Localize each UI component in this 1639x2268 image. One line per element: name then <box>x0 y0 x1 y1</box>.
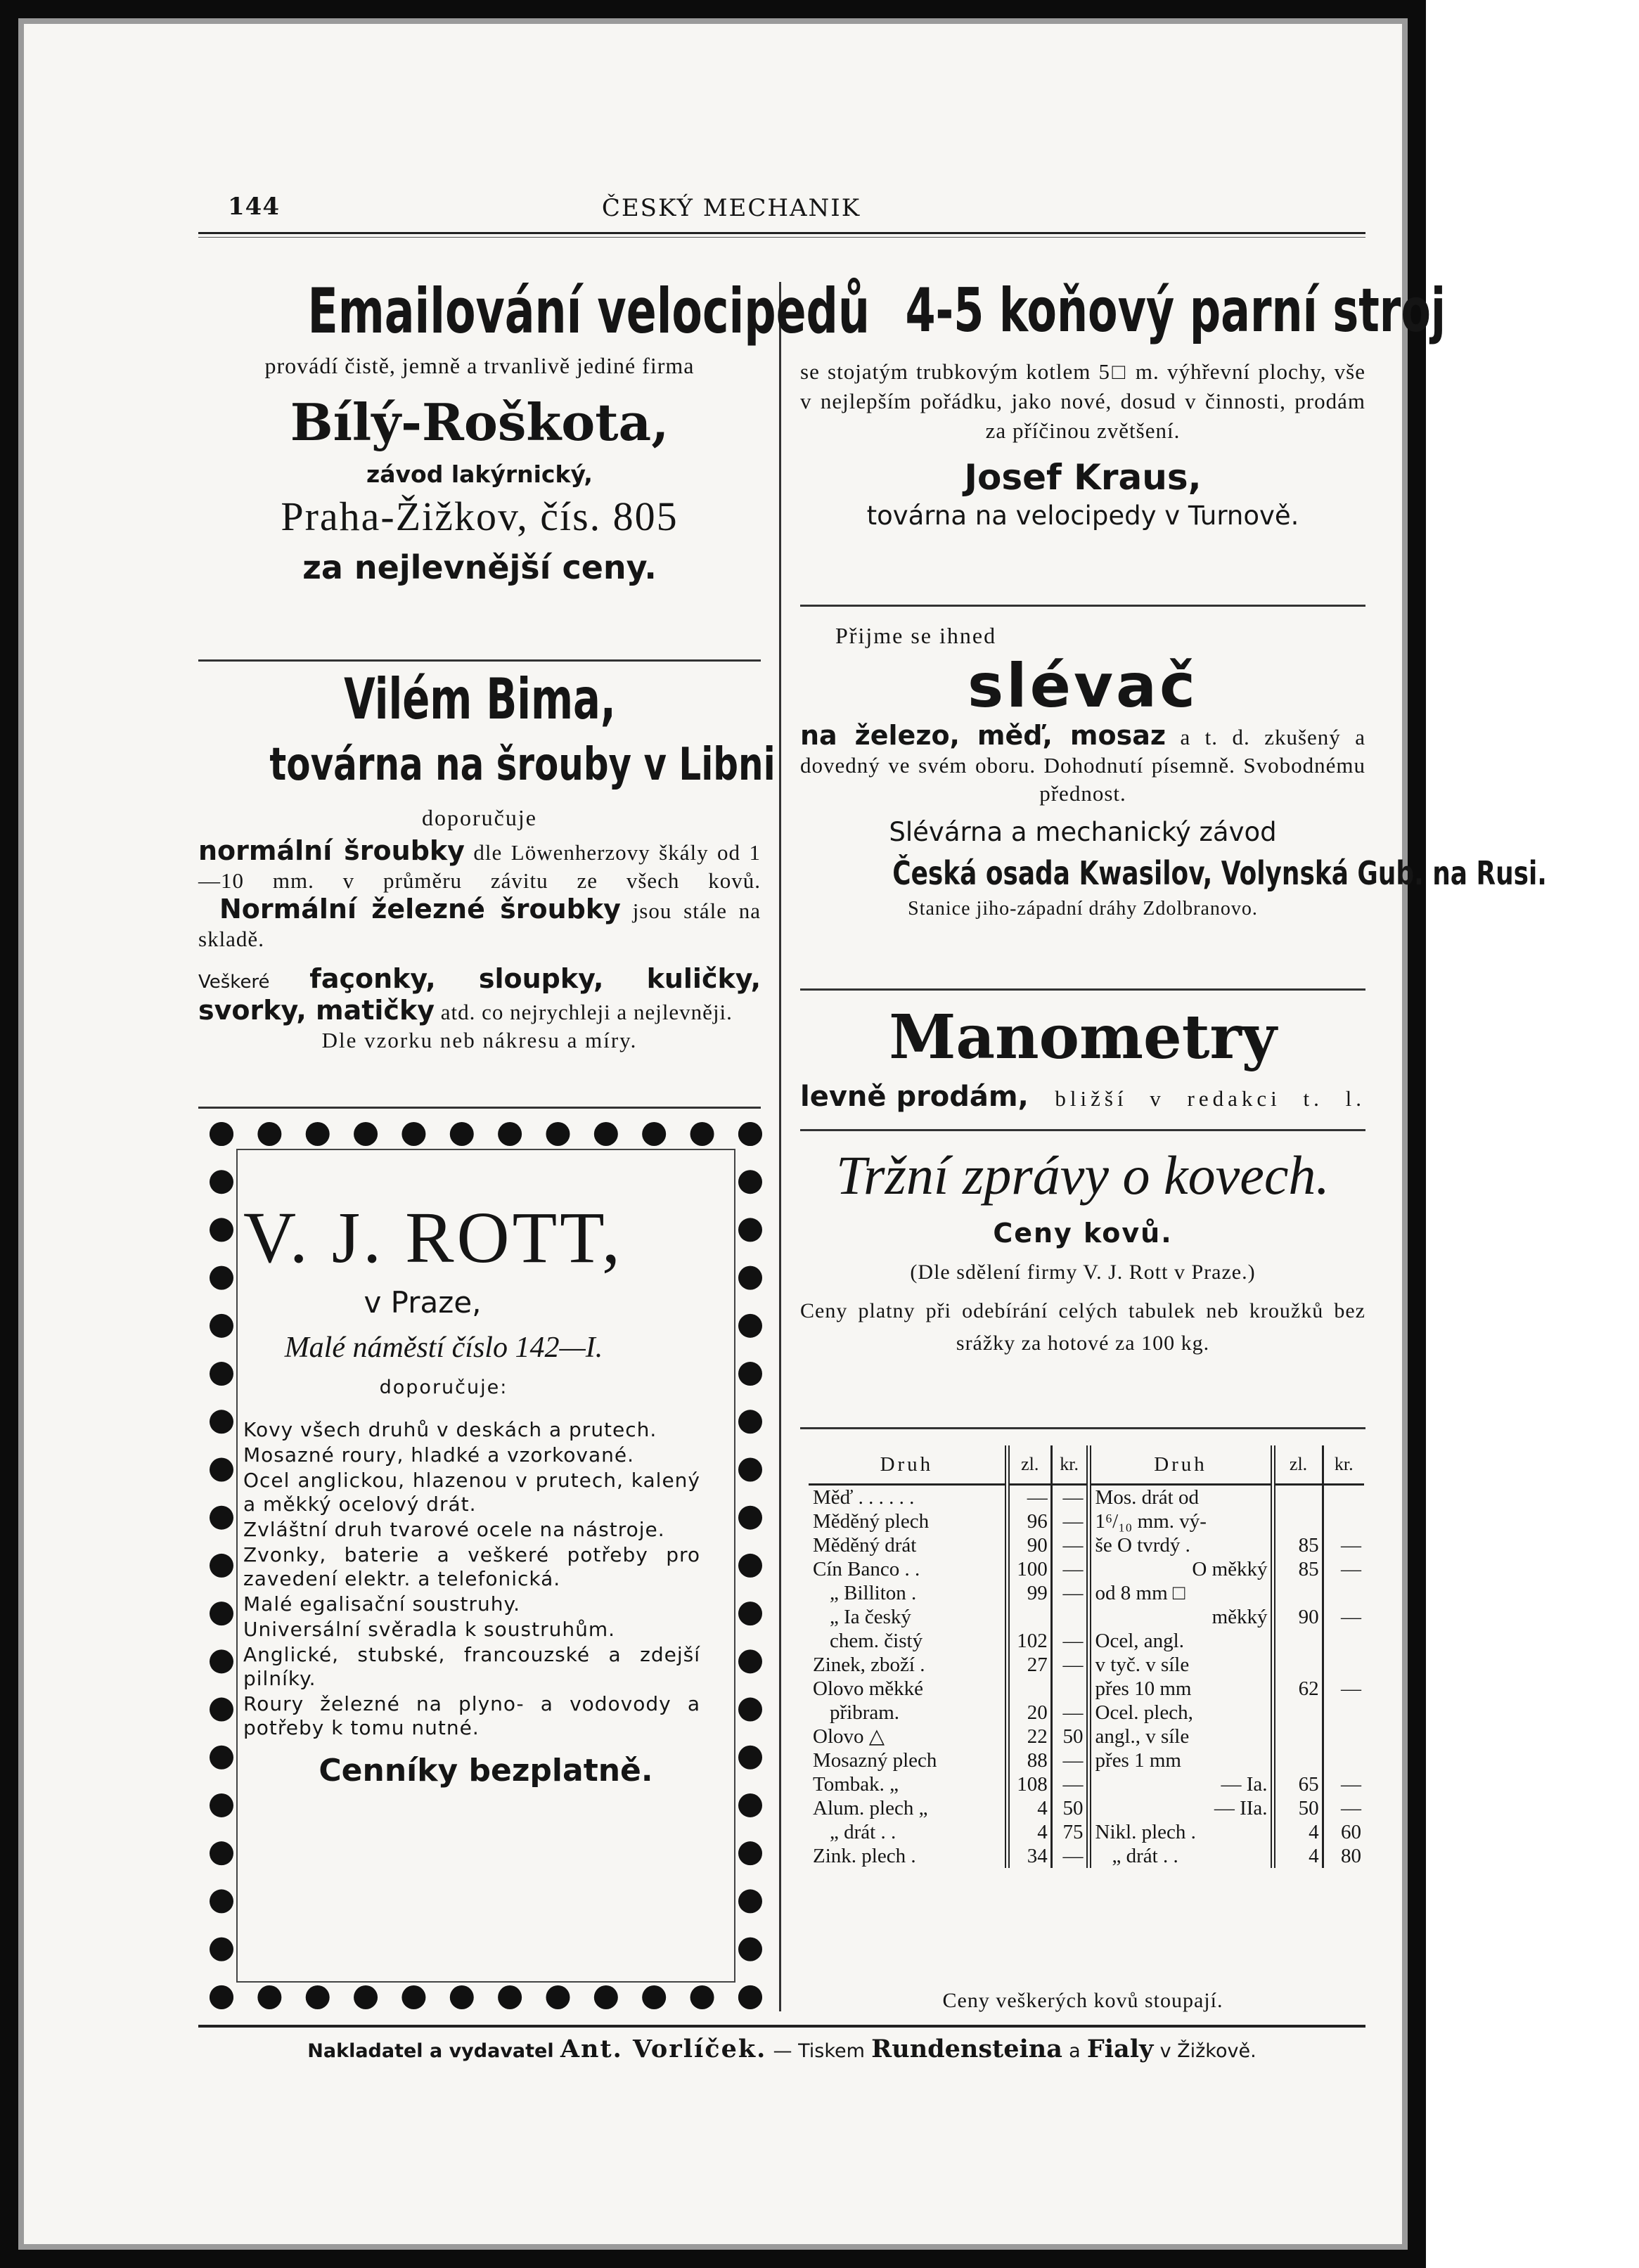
imprint-rule <box>198 2025 1365 2028</box>
slevac-text <box>800 721 1365 808</box>
imprint-p2: — Tiskem <box>773 2040 865 2062</box>
cell-zl-2 <box>1273 1725 1323 1748</box>
cell-zl-2: 65 <box>1273 1772 1323 1796</box>
slevac-text-bold: na železo, měď, mosaz <box>800 720 1166 751</box>
table-row <box>809 1701 1364 1725</box>
cell-druh-2: O měkký <box>1088 1557 1273 1581</box>
emailovani-title: Emailování velocipedů <box>307 275 870 347</box>
cell-kr-1: 50 <box>1051 1725 1088 1748</box>
rule-trzni <box>800 1427 1365 1429</box>
rott-ad <box>243 1196 728 1792</box>
rott-item: Mosazné roury, hladké a vzorkované. <box>243 1443 634 1467</box>
imprint-p3: a <box>1069 2040 1081 2062</box>
imprint-p4: v Žižkově. <box>1159 2040 1256 2062</box>
stroj-ad <box>800 276 1446 533</box>
slevac-text-rest: a t. d. zkušený a dovedný ve svém oboru. Dohodnutí písemně. Svobodnému přednost. <box>800 725 1366 806</box>
trzni-subtitle: Ceny kovů. <box>993 1218 1173 1249</box>
col-header-zl-1: zl. <box>1007 1445 1051 1485</box>
table-row <box>809 1725 1364 1748</box>
cell-zl-1: 20 <box>1007 1701 1051 1725</box>
cell-kr-2 <box>1323 1701 1364 1725</box>
col-header-kr-1: kr. <box>1051 1445 1088 1485</box>
rott-item: Roury železné na plyno- a vodovody a potřeby k tomu nutné. <box>243 1692 700 1739</box>
manometry-ad <box>800 997 1365 1117</box>
table-row <box>809 1748 1364 1772</box>
cell-kr-1: — <box>1051 1629 1088 1653</box>
table-row <box>809 1772 1364 1796</box>
cell-kr-2: — <box>1323 1677 1364 1701</box>
cell-zl-1: 34 <box>1007 1844 1051 1868</box>
col-header-druh-1: Druh <box>809 1445 1007 1485</box>
cell-kr-2 <box>1323 1653 1364 1677</box>
cell-zl-1: 96 <box>1007 1509 1051 1533</box>
running-title: ČESKÝ MECHANIK <box>601 194 861 222</box>
cell-kr-1: — <box>1051 1581 1088 1605</box>
slevac-firm1: Slévárna a mechanický závod <box>889 817 1277 847</box>
emailovani-type: závod lakýrnický, <box>366 460 593 488</box>
cell-kr-2 <box>1323 1748 1364 1772</box>
rule-stroj <box>800 605 1365 607</box>
table-row <box>809 1629 1364 1653</box>
table-row <box>809 1605 1364 1629</box>
cell-zl-1: 102 <box>1007 1629 1051 1653</box>
rott-item: Ocel anglickou, hlazenou v prutech, kalený a měkký ocelový drát. <box>243 1469 700 1516</box>
cell-druh-2: měkký <box>1088 1605 1273 1629</box>
rott-item: Universální svěradla k soustruhům. <box>243 1618 616 1641</box>
table-row <box>809 1509 1364 1533</box>
rule-slevac <box>800 988 1365 991</box>
cell-kr-2 <box>1323 1509 1364 1533</box>
bima-factory: továrna na šrouby v Libni <box>269 739 776 791</box>
cell-kr-1: — <box>1051 1772 1088 1796</box>
trzni-footer: Ceny veškerých kovů stoupají. <box>942 1989 1223 2012</box>
emailovani-firm: Bílý-Roškota, <box>290 392 669 452</box>
cell-kr-2: — <box>1323 1557 1364 1581</box>
cell-zl-2 <box>1273 1748 1323 1772</box>
cell-zl-2 <box>1273 1485 1323 1510</box>
cell-kr-1: — <box>1051 1509 1088 1533</box>
cell-zl-1: — <box>1007 1485 1051 1510</box>
table-row <box>809 1796 1364 1820</box>
cell-druh-2: 1⁶/₁₀ mm. vý- <box>1088 1509 1273 1533</box>
cell-zl-2 <box>1273 1509 1323 1533</box>
table-row <box>809 1533 1364 1557</box>
cell-zl-1: 99 <box>1007 1581 1051 1605</box>
price-table <box>809 1445 1364 1868</box>
cell-kr-1 <box>1051 1677 1088 1701</box>
imprint-b3: Fialy <box>1086 2035 1154 2063</box>
slevac-title: slévač <box>967 651 1199 721</box>
header-rule <box>198 232 1365 234</box>
bima-p3-bold: façonky, sloupky, kuličky, svorky, matičky <box>198 963 761 1026</box>
cell-kr-1: — <box>1051 1844 1088 1868</box>
cell-kr-1 <box>1051 1605 1088 1629</box>
cell-kr-2: 60 <box>1323 1820 1364 1844</box>
cell-kr-1: — <box>1051 1485 1088 1510</box>
imprint-b1: Ant. Vorlíček. <box>560 2035 767 2063</box>
cell-kr-1: — <box>1051 1557 1088 1581</box>
cell-druh-1: Alum. plech „ <box>813 1797 928 1819</box>
cell-kr-2: — <box>1323 1533 1364 1557</box>
cell-druh-2: Ocel. plech, <box>1088 1701 1273 1725</box>
cell-druh-1: Cín Banco . . <box>813 1558 920 1580</box>
emailovani-address: Praha-Žižkov, čís. 805 <box>281 494 679 539</box>
emailovani-ad <box>198 275 870 592</box>
cell-zl-1 <box>1007 1677 1051 1701</box>
rule-emailovani <box>198 659 761 662</box>
col-header-kr-2: kr. <box>1323 1445 1364 1485</box>
cell-druh-2: še O tvrdý . <box>1088 1533 1273 1557</box>
cell-druh-1: přibram. <box>830 1701 900 1724</box>
table-row <box>809 1653 1364 1677</box>
page-number: 144 <box>228 193 280 221</box>
cell-kr-2 <box>1323 1725 1364 1748</box>
emailovani-subtitle: provádí čistě, jemně a trvanlivě jediné firma <box>264 353 695 378</box>
cell-kr-1: — <box>1051 1748 1088 1772</box>
cell-druh-2: od 8 mm □ <box>1088 1581 1273 1605</box>
cell-druh-1: „ drát . . <box>830 1821 896 1843</box>
table-row <box>809 1485 1364 1510</box>
cell-kr-1: — <box>1051 1653 1088 1677</box>
manometry-text-rest: bližší v redakci t. l. <box>1055 1086 1365 1111</box>
cell-druh-2: Ocel, angl. <box>1088 1629 1273 1653</box>
rott-item: Malé egalisační soustruhy. <box>243 1592 521 1616</box>
bima-ad <box>198 664 776 1055</box>
cell-kr-2: 80 <box>1323 1844 1364 1868</box>
cell-druh-1: Měděný plech <box>813 1510 930 1533</box>
price-table-body <box>809 1485 1364 1869</box>
trzni-title: Tržní zprávy o kovech. <box>836 1145 1330 1206</box>
cell-zl-1: 22 <box>1007 1725 1051 1748</box>
col-header-zl-2: zl. <box>1273 1445 1323 1485</box>
rule-bima <box>198 1107 761 1109</box>
cell-kr-2: — <box>1323 1796 1364 1820</box>
cell-zl-1: 90 <box>1007 1533 1051 1557</box>
cell-druh-1: Olovo měkké <box>813 1677 924 1700</box>
bima-p4: Dle vzorku neb nákresu a míry. <box>321 1028 638 1052</box>
cell-zl-2 <box>1273 1653 1323 1677</box>
rott-item: Zvláštní druh tvarové ocele na nástroje. <box>243 1518 665 1541</box>
cell-druh-1: Mosazný plech <box>813 1749 937 1772</box>
slevac-intro: Přijme se ihned <box>835 623 997 648</box>
rott-address: Malé náměstí číslo 142—I. <box>284 1332 603 1364</box>
cell-kr-1: 75 <box>1051 1820 1088 1844</box>
rott-name: V. J. ROTT, <box>243 1197 623 1278</box>
bima-p2-rest: jsou stále na skladě. <box>198 898 761 951</box>
cell-kr-1: — <box>1051 1701 1088 1725</box>
cell-zl-1: 4 <box>1007 1820 1051 1844</box>
manometry-title: Manometry <box>889 1002 1277 1073</box>
manometry-text-bold: levně prodám, <box>800 1081 1029 1113</box>
bima-recommends: doporučuje <box>422 805 537 830</box>
cell-druh-1: Olovo △ <box>813 1725 885 1748</box>
cell-druh-1: Zink. plech . <box>813 1845 916 1867</box>
rott-city: v Praze, <box>364 1285 482 1320</box>
stroj-title: 4-5 koňový parní stroj <box>905 276 1446 346</box>
cell-zl-2: 62 <box>1273 1677 1323 1701</box>
cell-druh-2: angl., v síle <box>1088 1725 1273 1748</box>
cell-zl-2: 90 <box>1273 1605 1323 1629</box>
bima-p2-bold: Normální železné šroubky <box>219 894 621 924</box>
imprint <box>198 2033 1365 2068</box>
imprint-p1: Nakladatel a vydavatel <box>307 2040 554 2062</box>
cell-zl-2: 85 <box>1273 1557 1323 1581</box>
stroj-factory: továrna na velocipedy v Turnově. <box>866 501 1299 531</box>
rott-items-list <box>243 1418 728 1740</box>
slevac-ad <box>800 620 1547 924</box>
cell-druh-2: v tyč. v síle <box>1088 1653 1273 1677</box>
cell-zl-1: 4 <box>1007 1796 1051 1820</box>
price-table-header <box>809 1445 1364 1485</box>
cell-zl-1: 108 <box>1007 1772 1051 1796</box>
table-row <box>809 1557 1364 1581</box>
cell-kr-2: — <box>1323 1772 1364 1796</box>
trzni-source: (Dle sdělení firmy V. J. Rott v Praze.) <box>910 1261 1256 1284</box>
cell-zl-1: 88 <box>1007 1748 1051 1772</box>
cell-druh-2: přes 1 mm <box>1088 1748 1273 1772</box>
cell-zl-2 <box>1273 1629 1323 1653</box>
cell-druh-2: Mos. drát od <box>1088 1485 1273 1510</box>
cell-zl-2 <box>1273 1701 1323 1725</box>
cell-druh-1: „ Ia český <box>830 1606 911 1628</box>
cell-druh-1: chem. čistý <box>830 1630 923 1652</box>
slevac-firm2: Česká osada Kwasilov, Volynská Gub. na Rusi. <box>892 854 1547 892</box>
stroj-name: Josef Kraus, <box>964 457 1202 498</box>
table-row <box>809 1820 1364 1844</box>
cell-druh-2: Nikl. plech . <box>1088 1820 1273 1844</box>
col-header-druh-2: Druh <box>1088 1445 1273 1485</box>
cell-druh-2: — IIa. <box>1088 1796 1273 1820</box>
bima-name: Vilém Bima, <box>343 666 616 732</box>
cell-druh-1: Měděný drát <box>813 1534 917 1557</box>
imprint-b2: Rundensteina <box>871 2035 1062 2063</box>
cell-druh-2: „ drát . . <box>1088 1844 1273 1868</box>
cell-druh-2: — Ia. <box>1088 1772 1273 1796</box>
cell-kr-2 <box>1323 1581 1364 1605</box>
cell-zl-2: 85 <box>1273 1533 1323 1557</box>
bima-p3-lead: Veškeré <box>198 972 270 993</box>
emailovani-price: za nejlevnější ceny. <box>302 548 657 586</box>
cell-zl-2: 4 <box>1273 1820 1323 1844</box>
table-row <box>809 1677 1364 1701</box>
table-row <box>809 1844 1364 1868</box>
trzni-section <box>800 1140 1365 1360</box>
cell-zl-2: 50 <box>1273 1796 1323 1820</box>
column-divider <box>779 282 781 2011</box>
manometry-text <box>800 1078 1365 1117</box>
rott-footer: Cenníky bezplatně. <box>319 1753 653 1789</box>
bima-paragraph-3 <box>198 965 761 1026</box>
header-rule-thin <box>198 237 1365 238</box>
cell-kr-2 <box>1323 1485 1364 1510</box>
bima-p1-rest: dle Löwenherzovy škály od 1—10 mm. v průměru závitu ze všech kovů. <box>198 840 761 893</box>
cell-zl-1: 27 <box>1007 1653 1051 1677</box>
rott-item: Anglické, stubské, francouzské a zdejší pilníky. <box>243 1643 700 1690</box>
bima-paragraph-1 <box>198 837 761 953</box>
cell-druh-2: přes 10 mm <box>1088 1677 1273 1701</box>
cell-zl-2: 4 <box>1273 1844 1323 1868</box>
slevac-station: Stanice jiho-západní dráhy Zdolbranovo. <box>908 898 1258 920</box>
cell-zl-2 <box>1273 1581 1323 1605</box>
cell-zl-1: 100 <box>1007 1557 1051 1581</box>
cell-kr-2: — <box>1323 1605 1364 1629</box>
cell-druh-1: Zinek, zboží . <box>813 1654 925 1676</box>
cell-kr-2 <box>1323 1629 1364 1653</box>
cell-druh-1: Tombak. „ <box>813 1773 899 1796</box>
bima-p3-rest: atd. co nejrychleji a nejlevněji. <box>440 1000 733 1024</box>
cell-zl-1 <box>1007 1605 1051 1629</box>
rott-recommends: doporučuje: <box>379 1377 508 1398</box>
rott-item: Kovy všech druhů v deskách a prutech. <box>243 1418 657 1441</box>
stroj-text: se stojatým trubkovým kotlem 5□ m. výhřevní plochy, vše v nejlepším pořádku, jako nové, dosud v činnosti, prodám za příčinou zvětšení. <box>800 359 1365 443</box>
cell-druh-1: „ Billiton . <box>830 1582 917 1604</box>
bima-p1-bold: normální šroubky <box>198 835 465 866</box>
rott-item: Zvonky, baterie a veškeré potřeby pro zavedení elektr. a telefonická. <box>243 1543 700 1590</box>
table-row <box>809 1581 1364 1605</box>
cell-kr-1: 50 <box>1051 1796 1088 1820</box>
cell-druh-1: Měď . . . . . . <box>813 1486 915 1509</box>
cell-kr-1: — <box>1051 1533 1088 1557</box>
trzni-note: Ceny platny při odebírání celých tabulek neb kroužků bez srážky za hotové za 100 kg. <box>800 1299 1365 1355</box>
rule-manometry <box>800 1129 1365 1131</box>
